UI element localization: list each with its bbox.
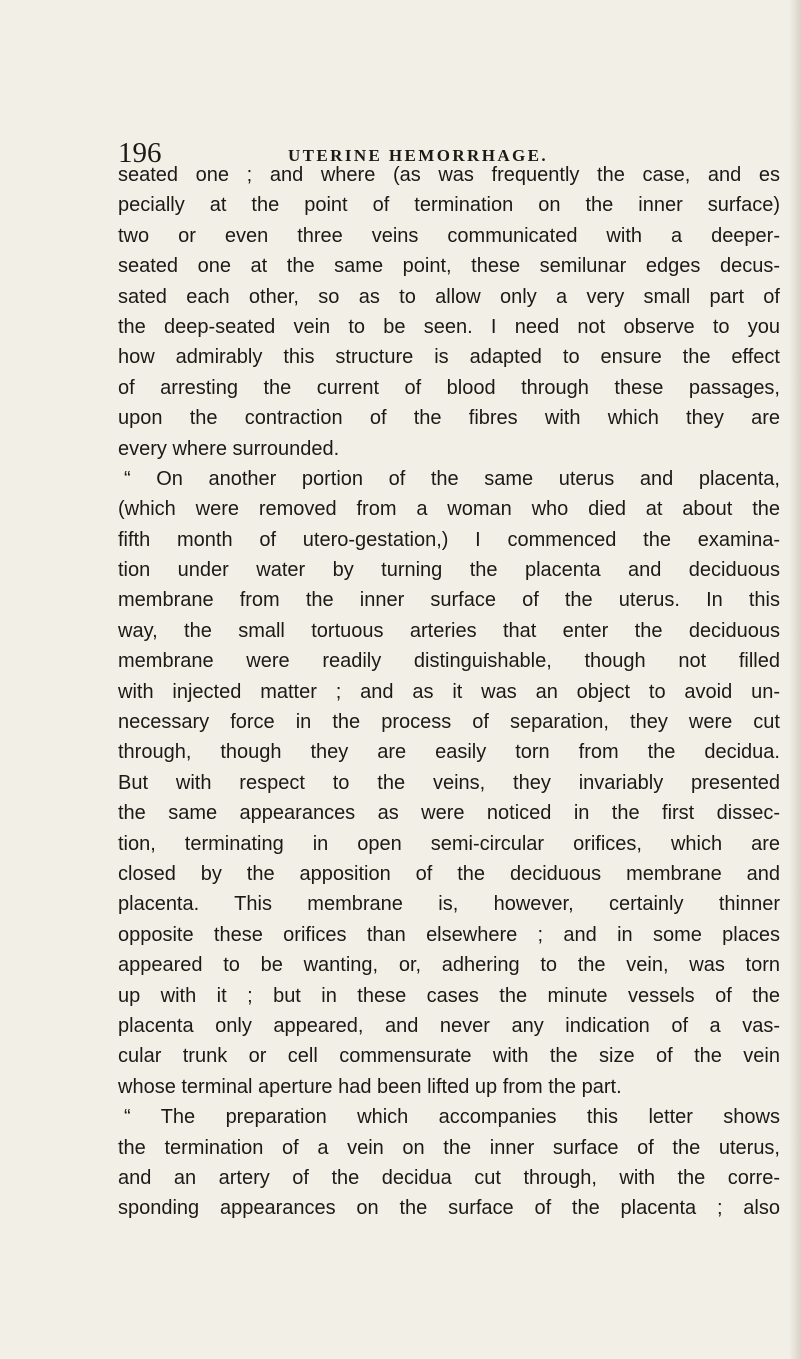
text-line: seated one at the same point, these semilunar edges decus- xyxy=(118,255,780,278)
text-line: two or even three veins communicated with a deeper- xyxy=(118,224,780,247)
text-line: pecially at the point of termination on the inner surface) xyxy=(118,194,780,217)
text-line: sponding appearances on the surface of the placenta ; also xyxy=(118,1197,780,1220)
text-line: membrane were readily distinguishable, though not filled xyxy=(118,650,780,673)
text-line: seated one ; and where (as was frequently the case, and es xyxy=(118,164,780,186)
text-line: placenta. This membrane is, however, certainly thinner xyxy=(118,893,780,916)
text-line: opposite these orifices than elsewhere ; and in some places xyxy=(118,923,780,946)
text-line: tion, terminating in open semi-circular orifices, which are xyxy=(118,832,780,855)
text-line: with injected matter ; and as it was an object to avoid un- xyxy=(118,680,780,703)
text-line: every where surrounded. xyxy=(118,437,340,460)
text-line: upon the contraction of the fibres with which they are xyxy=(118,407,780,430)
text-line: closed by the apposition of the deciduous membrane and xyxy=(118,862,780,885)
text-line: way, the small tortuous arteries that enter the deciduous xyxy=(118,619,780,642)
text-line: fifth month of utero-gestation,) I commenced the examina- xyxy=(118,528,780,551)
text-line: necessary force in the process of separation, they were cut xyxy=(118,711,780,734)
text-line: and an artery of the decidua cut through, with the corre- xyxy=(118,1166,780,1189)
text-line: how admirably this structure is adapted to ensure the effect xyxy=(118,346,780,369)
page-number: 196 xyxy=(118,137,162,169)
text-line: of arresting the current of blood through these passages, xyxy=(118,376,780,399)
text-line: whose terminal aperture had been lifted up from the part. xyxy=(118,1075,622,1098)
text-line: appeared to be wanting, or, adhering to the vein, was torn xyxy=(118,954,780,977)
text-line: “ On another portion of the same uterus and placenta, xyxy=(124,467,780,490)
page-edge-shadow xyxy=(789,0,801,1359)
text-line: cular trunk or cell commensurate with the size of the vein xyxy=(118,1045,780,1068)
running-head: UTERINE HEMORRHAGE. xyxy=(288,146,549,165)
text-line: tion under water by turning the placenta and deciduous xyxy=(118,559,780,582)
text-line: the deep-seated vein to be seen. I need not observe to you xyxy=(118,315,780,338)
body-text xyxy=(118,160,780,1224)
text-line: sated each other, so as to allow only a very small part of xyxy=(118,285,780,308)
text-line: the termination of a vein on the inner surface of the uterus, xyxy=(118,1136,780,1159)
text-line: “ The preparation which accompanies this letter shows xyxy=(124,1106,780,1129)
text-line: through, though they are easily torn from the decidua. xyxy=(118,741,780,764)
text-line: But with respect to the veins, they invariably presented xyxy=(118,771,780,794)
text-line: placenta only appeared, and never any indication of a vas- xyxy=(118,1014,780,1037)
text-line: up with it ; but in these cases the minute vessels of the xyxy=(118,984,780,1007)
text-line: (which were removed from a woman who died at about the xyxy=(118,498,780,521)
text-line: membrane from the inner surface of the uterus. In this xyxy=(118,589,780,612)
text-line: the same appearances as were noticed in the first dissec- xyxy=(118,802,780,825)
